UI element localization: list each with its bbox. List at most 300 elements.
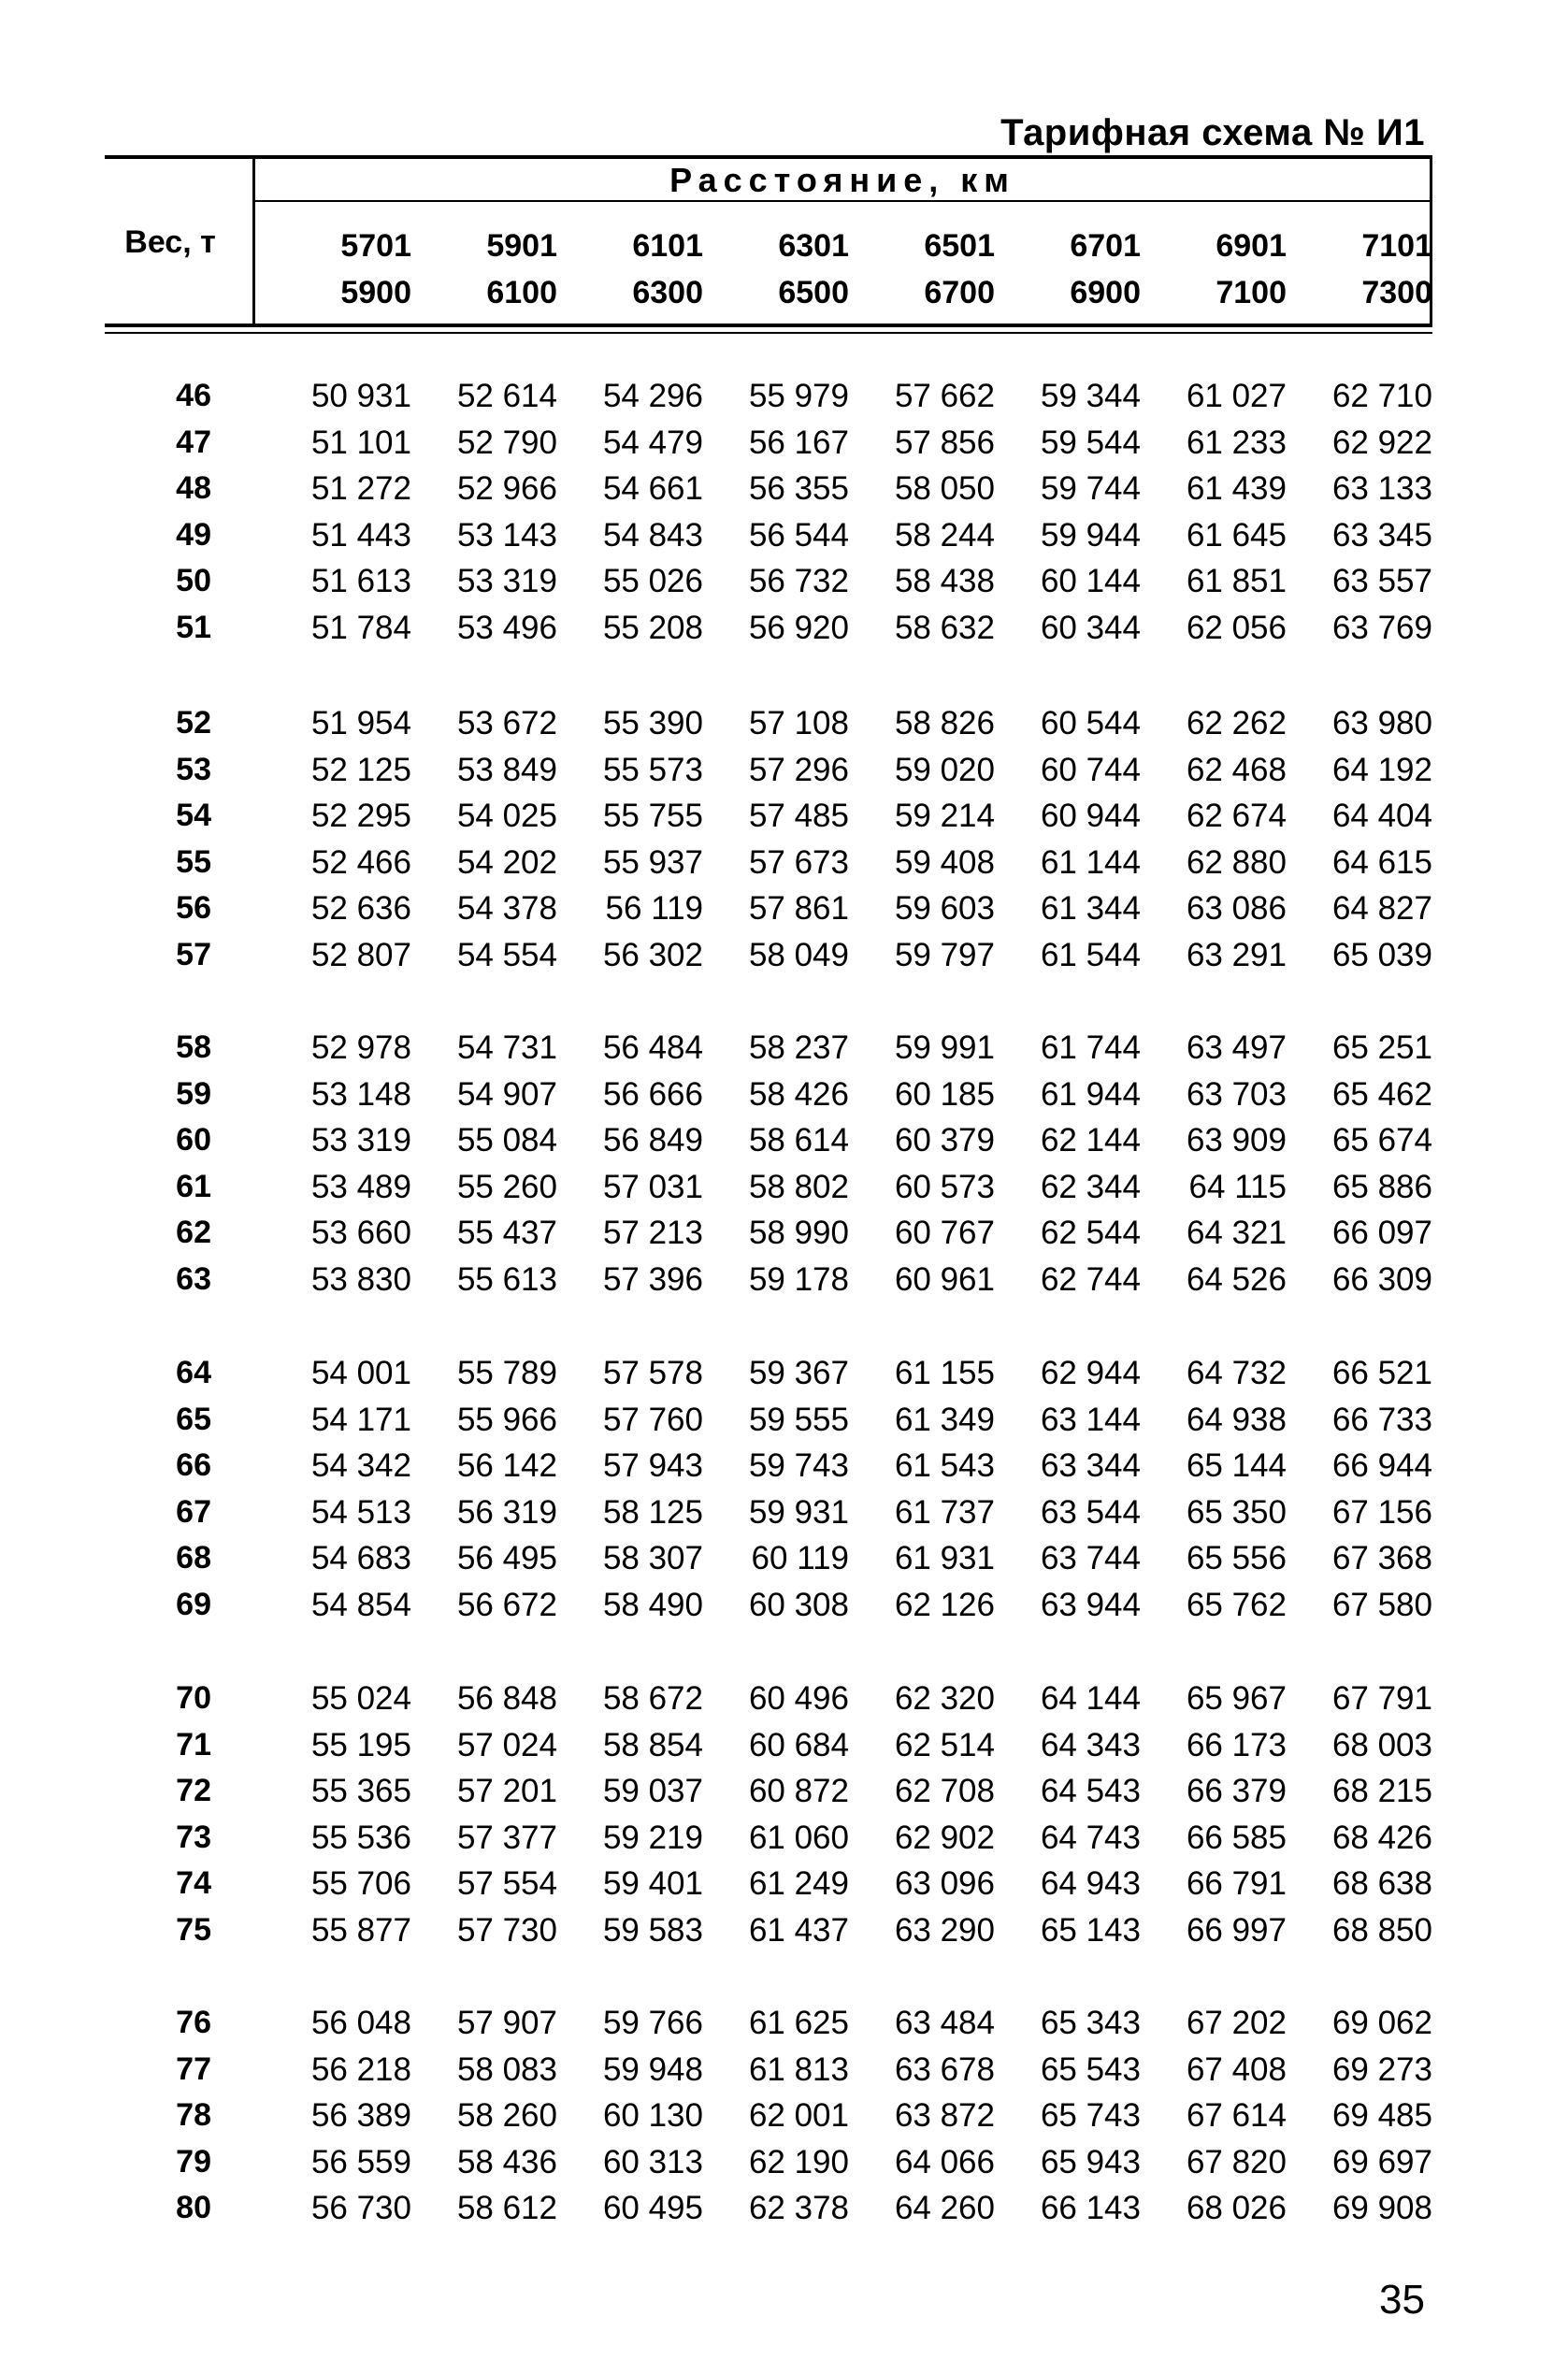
tariff-cell: 55 390 [602,705,703,741]
table-row [105,2184,1432,2231]
tariff-cell: 63 544 [1040,1493,1141,1531]
table-row [105,1349,1432,1396]
distance-range [1292,223,1432,316]
weight-cell: 63 [176,1260,211,1297]
tariff-cell: 56 142 [456,1447,557,1484]
tariff-cell: 64 615 [1331,843,1432,881]
table-row [105,2092,1432,2138]
tariff-cell: 65 886 [1331,1168,1432,1205]
tariff-cell: 67 580 [1331,1586,1432,1623]
tariff-cell: 58 490 [602,1586,703,1623]
tariff-cell: 65 143 [1040,1911,1141,1949]
weight-cell: 57 [176,936,211,972]
tariff-cell: 60 544 [1040,705,1141,741]
range-from: 6901 [1216,228,1287,264]
tariff-cell: 55 026 [602,563,703,599]
tariff-cell: 63 291 [1186,936,1287,973]
tariff-cell: 59 944 [1040,516,1141,554]
tariff-cell: 63 344 [1040,1447,1141,1484]
tariff-cell: 57 907 [456,2005,557,2041]
tariff-cell: 58 802 [748,1168,849,1205]
table-row [105,557,1432,604]
table-row [105,1256,1432,1302]
weight-cell: 71 [176,1726,211,1763]
table-row [105,2138,1432,2185]
row-group [105,372,1432,650]
tariff-cell: 64 144 [1040,1680,1141,1717]
tariff-cell: 52 466 [310,843,411,881]
table-row [105,839,1432,885]
tariff-cell: 55 437 [456,1215,557,1251]
tariff-cell: 65 251 [1331,1029,1432,1066]
tariff-cell: 56 319 [456,1493,557,1531]
tariff-cell: 55 755 [602,798,703,834]
tariff-cell: 53 319 [310,1122,411,1158]
tariff-cell: 65 350 [1186,1493,1287,1531]
tariff-cell: 60 344 [1040,609,1141,646]
weight-cell: 54 [176,798,211,833]
tariff-cell: 66 944 [1331,1447,1432,1484]
tariff-cell: 60 684 [748,1726,849,1763]
range-from: 6101 [632,228,703,264]
tariff-cell: 69 485 [1331,2097,1432,2134]
tariff-cell: 62 708 [894,1773,995,1809]
tariff-cell: 59 991 [894,1029,995,1066]
tariff-cell: 57 554 [456,1865,557,1902]
tariff-cell: 63 133 [1331,470,1432,507]
tariff-cell: 61 625 [748,2005,849,2041]
tariff-cell: 63 345 [1331,516,1432,554]
tariff-cell: 53 849 [456,751,557,788]
tariff-cell: 53 143 [456,516,557,554]
tariff-cell: 60 496 [748,1680,849,1717]
tariff-cell: 61 944 [1040,1075,1141,1113]
tariff-cell: 59 583 [602,1911,703,1949]
weight-cell: 67 [176,1493,211,1530]
table-row [105,1860,1432,1906]
tariff-cell: 63 872 [894,2097,995,2134]
tariff-cell: 62 262 [1186,705,1287,741]
weight-cell: 46 [176,378,211,413]
tariff-cell: 58 083 [456,2050,557,2088]
tariff-cell: 55 260 [456,1168,557,1205]
table-row [105,1396,1432,1443]
tariff-cell: 56 484 [602,1029,703,1066]
tariff-cell: 56 048 [310,2005,411,2041]
weight-cell: 52 [176,705,211,741]
tariff-cell: 58 244 [894,516,995,554]
tariff-cell: 57 201 [456,1773,557,1809]
table-row [105,604,1432,651]
weight-cell: 50 [176,563,211,598]
weight-cell: 55 [176,843,211,880]
tariff-cell: 62 056 [1186,609,1287,646]
tariff-cell: 58 260 [456,2097,557,2134]
tariff-cell: 59 178 [748,1260,849,1298]
table-row [105,419,1432,466]
tariff-cell: 54 554 [456,936,557,973]
table-row [105,372,1432,419]
tariff-cell: 55 208 [602,609,703,646]
tariff-cell: 68 215 [1331,1773,1432,1809]
tariff-cell: 67 408 [1186,2050,1287,2088]
range-to: 7100 [1216,275,1287,310]
tariff-cell: 59 743 [748,1447,849,1484]
tariff-cell: 54 001 [310,1355,411,1391]
distance-heading: Расстояние, км [669,161,1015,199]
tariff-cell: 52 807 [310,936,411,973]
table-row [105,1489,1432,1535]
weight-cell: 65 [176,1401,211,1437]
tariff-cell: 59 544 [1040,424,1141,461]
tariff-cell: 54 513 [310,1493,411,1531]
table-row [105,1442,1432,1489]
tariff-cell: 62 320 [894,1680,995,1717]
tariff-cell: 56 666 [602,1075,703,1113]
tariff-cell: 54 843 [602,516,703,554]
tariff-cell: 63 096 [894,1865,995,1902]
tariff-cell: 51 272 [310,470,411,507]
tariff-cell: 55 195 [310,1726,411,1763]
weight-cell: 76 [176,2005,211,2040]
tariff-cell: 51 101 [310,424,411,461]
tariff-cell: 57 024 [456,1726,557,1763]
tariff-cell: 61 744 [1040,1029,1141,1066]
tariff-cell: 65 943 [1040,2143,1141,2180]
tariff-cell: 64 115 [1188,1168,1287,1205]
weight-cell: 66 [176,1447,211,1483]
tariff-cell: 66 521 [1331,1355,1432,1391]
tariff-cell: 60 961 [894,1260,995,1298]
tariff-cell: 64 260 [894,2190,995,2226]
tariff-cell: 56 920 [748,609,849,646]
distance-range [1000,223,1141,316]
tariff-cell: 69 062 [1331,2005,1432,2041]
weight-cell: 77 [176,2050,211,2087]
tariff-cell: 57 662 [894,378,995,414]
weight-cell: 80 [176,2190,211,2225]
weight-cell: 49 [176,516,211,553]
tariff-cell: 58 237 [748,1029,849,1066]
tariff-cell: 53 496 [456,609,557,646]
tariff-cell: 61 737 [894,1493,995,1531]
tariff-cell: 53 672 [456,705,557,741]
tariff-cell: 63 086 [1186,890,1287,927]
tariff-cell: 62 902 [894,1819,995,1856]
tariff-cell: 59 344 [1040,378,1141,414]
tariff-cell: 54 171 [310,1401,411,1438]
table-row [105,1906,1432,1953]
tariff-cell: 57 578 [602,1355,703,1391]
tariff-cell: 65 343 [1040,2005,1141,2041]
tariff-cell: 61 233 [1186,424,1287,461]
tariff-cell: 56 544 [748,516,849,554]
table-row [105,1999,1432,2046]
range-from: 6701 [1070,228,1141,264]
tariff-cell: 67 820 [1186,2143,1287,2180]
tariff-cell: 56 389 [310,2097,411,2134]
distance-range [563,223,703,316]
tariff-cell: 54 683 [310,1540,411,1576]
tariff-cell: 62 190 [748,2143,849,2180]
tariff-cell: 55 979 [748,378,849,414]
tariff-cell: 55 365 [310,1773,411,1809]
tariff-cell: 66 173 [1186,1726,1287,1763]
tariff-cell: 64 943 [1040,1865,1141,1902]
tariff-cell: 61 344 [1040,890,1141,927]
tariff-cell: 60 573 [894,1168,995,1205]
tariff-cell: 58 826 [894,705,995,741]
tariff-cell: 54 202 [456,843,557,881]
tariff-cell: 56 167 [748,424,849,461]
weight-cell: 73 [176,1819,211,1855]
tariff-cell: 67 791 [1331,1680,1432,1717]
tariff-cell: 62 126 [894,1586,995,1623]
tariff-cell: 59 037 [602,1773,703,1809]
table-row [105,1581,1432,1628]
tariff-cell: 53 148 [310,1075,411,1113]
tariff-cell: 59 408 [894,843,995,881]
tariff-cell: 52 295 [310,798,411,834]
table-row [105,511,1432,558]
tariff-cell: 64 743 [1040,1819,1141,1856]
tariff-cell: 57 031 [602,1168,703,1205]
scheme-title: Тарифная схема № И1 [1000,112,1425,153]
tariff-cell: 61 349 [894,1401,995,1438]
range-from: 6501 [924,228,995,264]
tariff-cell: 56 355 [748,470,849,507]
tariff-cell: 62 944 [1040,1355,1141,1391]
tariff-cell: 54 342 [310,1447,411,1484]
tariff-cell: 59 948 [602,2050,703,2088]
weight-cell: 64 [176,1355,211,1390]
header-top-rule [105,155,1432,159]
tariff-cell: 61 249 [748,1865,849,1902]
tariff-cell: 60 944 [1040,798,1141,834]
distance-divider [252,200,1432,202]
weight-cell: 61 [176,1168,211,1204]
tariff-cell: 68 003 [1331,1726,1432,1763]
table-row [105,2046,1432,2093]
page-number: 35 [1379,2277,1425,2323]
tariff-cell: 64 732 [1186,1355,1287,1391]
table-row [105,1071,1432,1117]
tariff-cell: 66 791 [1186,1865,1287,1902]
tariff-cell: 62 710 [1331,378,1432,414]
tariff-cell: 59 401 [602,1865,703,1902]
range-from: 7101 [1361,228,1432,264]
tariff-cell: 61 144 [1040,843,1141,881]
tariff-cell: 69 273 [1331,2050,1432,2088]
tariff-cell: 63 703 [1186,1075,1287,1113]
tariff-cell: 65 762 [1186,1586,1287,1623]
row-group [105,1349,1432,1627]
tariff-cell: 64 321 [1186,1215,1287,1251]
weight-cell: 68 [176,1540,211,1575]
tariff-cell: 55 024 [310,1680,411,1717]
tariff-cell: 55 789 [456,1355,557,1391]
weight-cell: 78 [176,2097,211,2133]
tariff-cell: 57 730 [456,1911,557,1949]
weight-cell: 62 [176,1215,211,1250]
tariff-cell: 55 937 [602,843,703,881]
distance-range [709,223,849,316]
weight-cell: 79 [176,2143,211,2180]
tariff-cell: 55 613 [456,1260,557,1298]
weight-cell: 69 [176,1586,211,1622]
tariff-cell: 61 931 [894,1540,995,1576]
tariff-cell: 65 543 [1040,2050,1141,2088]
weight-heading: Вес, т [124,224,216,260]
tariff-cell: 52 966 [456,470,557,507]
tariff-cell: 54 731 [456,1029,557,1066]
tariff-cell: 60 744 [1040,751,1141,788]
table-row [105,1534,1432,1581]
tariff-cell: 58 990 [748,1215,849,1251]
range-to: 6500 [778,275,849,310]
tariff-cell: 58 632 [894,609,995,646]
table-header [105,155,1432,335]
weight-cell: 48 [176,470,211,506]
tariff-cell: 63 909 [1186,1122,1287,1158]
row-group [105,1999,1432,2231]
tariff-cell: 59 744 [1040,470,1141,507]
tariff-cell: 67 614 [1186,2097,1287,2134]
tariff-cell: 60 767 [894,1215,995,1251]
range-to: 5900 [340,275,411,310]
tariff-cell: 62 344 [1040,1168,1141,1205]
tariff-cell: 61 060 [748,1819,849,1856]
table-row [105,1814,1432,1861]
weight-cell: 75 [176,1911,211,1948]
tariff-cell: 57 943 [602,1447,703,1484]
range-from: 5901 [486,228,557,264]
tariff-cell: 55 573 [602,751,703,788]
tariff-cell: 62 544 [1040,1215,1141,1251]
tariff-cell: 54 907 [456,1075,557,1113]
tariff-cell: 52 125 [310,751,411,788]
tariff-cell: 63 144 [1040,1401,1141,1438]
tariff-cell: 55 084 [456,1122,557,1158]
table-row [105,465,1432,511]
tariff-cell: 66 097 [1331,1215,1432,1251]
table-row [105,792,1432,839]
tariff-cell: 56 218 [310,2050,411,2088]
distance-range [1146,223,1287,316]
tariff-cell: 67 202 [1186,2005,1287,2041]
tariff-cell: 62 922 [1331,424,1432,461]
range-to: 6100 [486,275,557,310]
tariff-cell: 61 645 [1186,516,1287,554]
tariff-cell: 57 861 [748,890,849,927]
tariff-cell: 62 001 [748,2097,849,2134]
tariff-cell: 57 760 [602,1401,703,1438]
tariff-cell: 50 931 [310,378,411,414]
header-bottom-rule [105,324,1432,327]
table-row [105,746,1432,793]
tariff-cell: 63 497 [1186,1029,1287,1066]
tariff-cell: 67 156 [1331,1493,1432,1531]
row-group [105,699,1432,977]
range-to: 7300 [1361,275,1432,310]
tariff-cell: 60 130 [602,2097,703,2134]
tariff-cell: 65 039 [1331,936,1432,973]
tariff-cell: 62 378 [748,2190,849,2226]
tariff-cell: 52 614 [456,378,557,414]
tariff-cell: 54 378 [456,890,557,927]
tariff-cell: 66 379 [1186,1773,1287,1809]
tariff-cell: 51 613 [310,563,411,599]
tariff-cell: 54 661 [602,470,703,507]
table-row [105,1209,1432,1256]
tariff-cell: 62 674 [1186,798,1287,834]
header-bottom-rule-thin [105,332,1432,334]
table-row [105,1721,1432,1768]
tariff-cell: 62 880 [1186,843,1287,881]
tariff-cell: 59 214 [894,798,995,834]
tariff-cell: 66 143 [1040,2190,1141,2226]
tariff-cell: 63 980 [1331,705,1432,741]
tariff-cell: 53 489 [310,1168,411,1205]
tariff-cell: 63 290 [894,1911,995,1949]
tariff-cell: 62 468 [1186,751,1287,788]
tariff-cell: 56 302 [602,936,703,973]
table-row [105,1767,1432,1814]
table-row [105,1116,1432,1163]
weight-cell: 60 [176,1122,211,1158]
tariff-cell: 57 673 [748,843,849,881]
tariff-cell: 58 307 [602,1540,703,1576]
range-to: 6700 [924,275,995,310]
tariff-cell: 63 944 [1040,1586,1141,1623]
weight-cell: 74 [176,1865,211,1901]
tariff-cell: 63 678 [894,2050,995,2088]
tariff-cell: 58 125 [602,1493,703,1531]
tariff-cell: 64 343 [1040,1726,1141,1763]
tariff-cell: 61 813 [748,2050,849,2088]
weight-cell: 70 [176,1680,211,1716]
range-from: 5701 [340,228,411,264]
tariff-cell: 51 443 [310,516,411,554]
tariff-cell: 58 854 [602,1726,703,1763]
tariff-cell: 57 296 [748,751,849,788]
tariff-cell: 59 603 [894,890,995,927]
weight-cell: 72 [176,1773,211,1808]
tariff-cell: 60 313 [602,2143,703,2180]
tariff-cell: 64 526 [1186,1260,1287,1298]
tariff-cell: 56 672 [456,1586,557,1623]
distance-range [855,223,995,316]
tariff-cell: 63 744 [1040,1540,1141,1576]
tariff-cell: 51 784 [310,609,411,646]
tariff-cell: 62 744 [1040,1260,1141,1298]
tariff-cell: 58 614 [748,1122,849,1158]
table-row [105,931,1432,978]
tariff-cell: 66 309 [1331,1260,1432,1298]
tariff-cell: 55 706 [310,1865,411,1902]
tariff-cell: 68 638 [1331,1865,1432,1902]
tariff-cell: 56 732 [748,563,849,599]
tariff-cell: 60 308 [748,1586,849,1623]
tariff-cell: 66 733 [1331,1401,1432,1438]
tariff-cell: 59 766 [602,2005,703,2041]
tariff-cell: 63 557 [1331,563,1432,599]
tariff-cell: 60 379 [894,1122,995,1158]
tariff-cell: 54 854 [310,1586,411,1623]
tariff-cell: 59 931 [748,1493,849,1531]
tariff-cell: 56 849 [602,1122,703,1158]
tariff-cell: 51 954 [310,705,411,741]
